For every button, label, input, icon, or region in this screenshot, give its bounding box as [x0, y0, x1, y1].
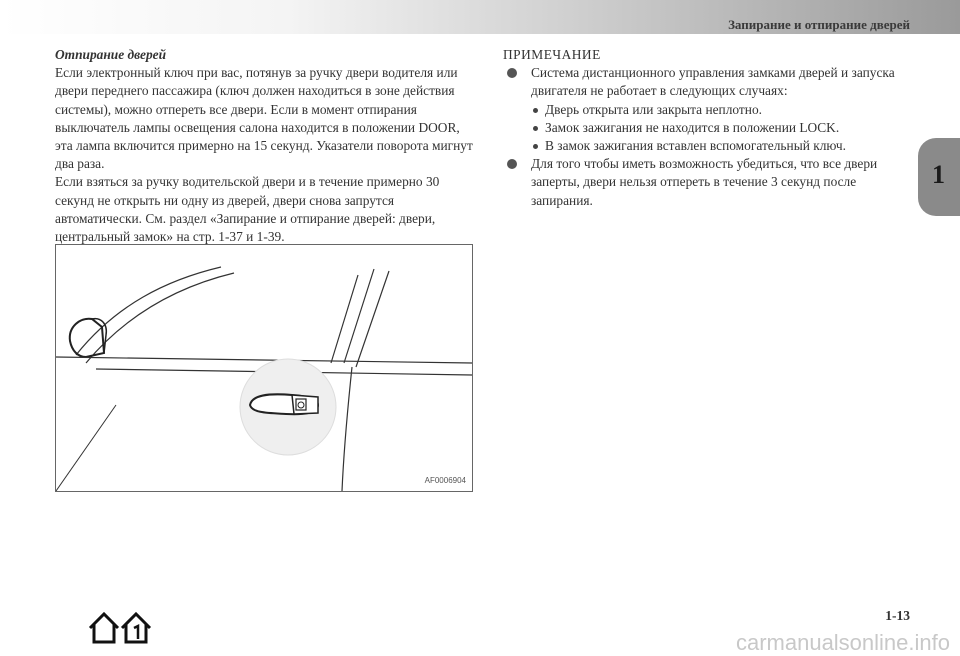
- section-title: Отпирание дверей: [55, 47, 167, 62]
- unlock-section: [55, 46, 475, 246]
- note-bullet-text: Для того чтобы иметь возможность убедиться, что все двери заперты, двери нельзя отпереть в течение 3 секунд после запирания.: [531, 156, 878, 208]
- chapter-tab[interactable]: [918, 138, 960, 216]
- door-illustration-svg: [56, 245, 472, 491]
- home-icon[interactable]: [90, 614, 118, 642]
- note-title: ПРИМЕЧАНИЕ: [503, 47, 601, 62]
- chapter-tab-number: 1: [932, 160, 945, 189]
- note-bullet-text: Система дистанционного управления замками дверей и запуска двигателя не работает в следующих случаях:: [531, 65, 895, 99]
- note-sub-bullet-3: [503, 137, 903, 155]
- page-number: 1-13: [885, 608, 910, 623]
- bullet-dot-icon: [507, 159, 517, 169]
- figure-code: AF0006904: [424, 476, 466, 485]
- note-sub-bullet-text: Замок зажигания не находится в положении LOCK.: [545, 119, 840, 135]
- note-sub-bullet-text: В замок зажигания вставлен вспомогательный ключ.: [545, 138, 846, 154]
- note-sub-bullet-text: Дверь открыта или закрыта неплотно.: [545, 101, 762, 117]
- page-header-title: Запирание и отпирание дверей: [728, 17, 910, 32]
- paragraph-unlock: Если электронный ключ при вас, потянув за ручку двери водителя или двери переднего пассажира (ключ должен находиться в зоне действия системы), можно отпереть все двери. Если в момент отпирания выключатель лампы освещения салона находится в положении DOOR, эта лампа включится примерно на 15 секунд. Указатели поворота мигнут два раза.: [55, 65, 473, 172]
- note-sub-bullet-1: [503, 101, 903, 119]
- paragraph-autolock: Если взяться за ручку водительской двери и в течение примерно 30 секунд не открыть ни одну из дверей, двери снова запрутся автоматически. См. раздел «Запирание и отпирание дверей: двери, центральный замок» на стр. 1-37 и 1-39.: [55, 174, 440, 245]
- nav-icons-svg: [88, 606, 152, 650]
- chapter-home-icon[interactable]: [122, 614, 150, 642]
- sub-bullet-dot-icon: [533, 144, 538, 149]
- note-section: [503, 46, 903, 210]
- bullet-dot-icon: [507, 68, 517, 78]
- sub-bullet-dot-icon: [533, 108, 538, 113]
- note-sub-bullet-2: [503, 119, 903, 137]
- sub-bullet-dot-icon: [533, 126, 538, 131]
- door-handle-illustration: [55, 244, 473, 492]
- note-bullet-1: [503, 64, 903, 100]
- note-bullet-2: [503, 155, 903, 210]
- watermark: carmanualsonline.info: [735, 630, 950, 655]
- navigation-icons: [88, 606, 152, 650]
